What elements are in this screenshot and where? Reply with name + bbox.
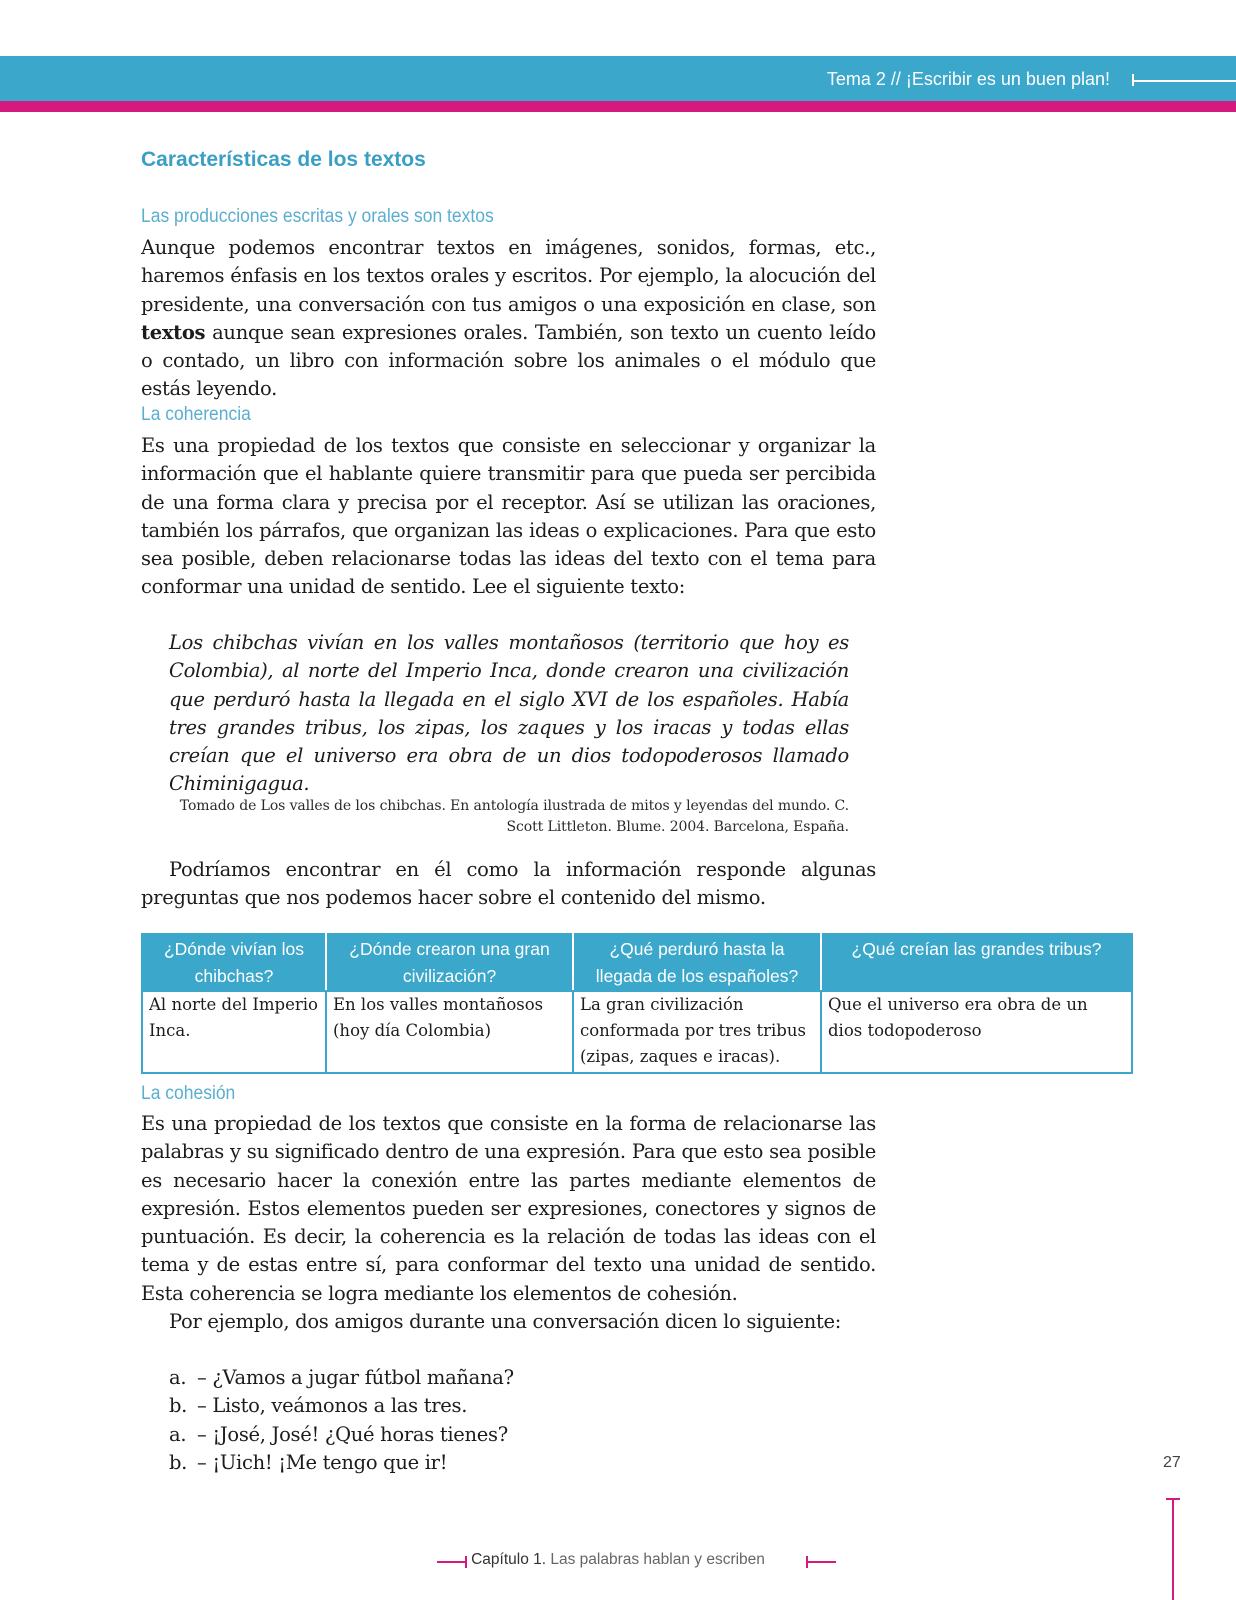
- table-header-cell: ¿Qué creían las grandes tribus?: [821, 934, 1132, 991]
- table-header-row: [142, 934, 1132, 991]
- list-item-text: – ¡Uich! ¡Me tengo que ir!: [197, 1450, 448, 1474]
- paragraph-producciones-text-2: aunque sean expresiones orales. También, son texto un cuento leído o contado, un libro con información sobre los animales o el módulo que estás leyendo.: [141, 320, 876, 401]
- dialogue-list: [169, 1364, 514, 1477]
- list-item-letter: b.: [169, 1450, 188, 1474]
- table-header-cell: ¿Dónde crearon una gran civilización?: [326, 934, 573, 991]
- list-item: [169, 1392, 514, 1420]
- table-header-cell: ¿Qué perduró hasta la llegada de los españoles?: [573, 934, 821, 991]
- list-item: [169, 1421, 514, 1449]
- list-item-text: – ¡José, José! ¿Qué horas tienes?: [197, 1422, 508, 1446]
- quote-source: Tomado de Los valles de los chibchas. En antología ilustrada de mitos y leyendas del mundo. C. Scott Littleton. Blume. 2004. Barcelona, España.: [179, 798, 849, 835]
- paragraph-coherencia: Es una propiedad de los textos que consiste en seleccionar y organizar la información que el hablante quiere transmitir para que pueda ser percibida de una forma clara y precisa por el receptor. Así se utilizan las oraciones, también los párrafos, que organizan las ideas o explicaciones. Para que esto sea posible, deben relacionarse todas las ideas del texto con el tema para conformar una unidad de sentido. Lee el siguiente texto:: [141, 434, 876, 599]
- page-number: 27: [1163, 1454, 1181, 1471]
- paragraph-example-intro: Por ejemplo, dos amigos durante una conversación dicen lo siguiente:: [169, 1310, 842, 1333]
- header-accent-stripe: [0, 101, 1236, 112]
- list-item-text: – ¿Vamos a jugar fútbol mañana?: [197, 1366, 514, 1389]
- table-cell: En los valles montañosos (hoy día Colombia): [326, 991, 573, 1073]
- list-item: [169, 1449, 514, 1477]
- quote-chibchas: Los chibchas vivían en los valles montañosos (territorio que hoy es Colombia), al norte del Imperio Inca, donde crearon una civilización que perduró hasta la llegada en el siglo XVI de los españoles. Había tres grandes tribus, los zipas, los zaques y los iracas y todas ellas creían que el universo era obra de un dios todopoderosos llamado Chiminigagua.: [169, 631, 849, 796]
- list-item-letter: a.: [169, 1366, 187, 1389]
- paragraph-intro-table: Podríamos encontrar en él como la información responde algunas preguntas que nos podemos hacer sobre el contenido del mismo.: [141, 858, 876, 910]
- right-rule: [1172, 1498, 1174, 1600]
- table-header-cell: ¿Dónde vivían los chibchas?: [142, 934, 326, 991]
- table-cell: Que el universo era obra de un dios todopoderoso: [821, 991, 1132, 1073]
- section-title: Características de los textos: [141, 148, 426, 171]
- list-item-text: – Listo, veámonos a las tres.: [197, 1394, 468, 1418]
- paragraph-producciones: [141, 234, 876, 404]
- footer-chapter-word: Capítulo 1.: [471, 1551, 547, 1568]
- list-item: [169, 1364, 514, 1392]
- table-row: [142, 991, 1132, 1073]
- table-cell: Al norte del Imperio Inca.: [142, 991, 326, 1073]
- subheading-coherencia: La coherencia: [141, 404, 251, 425]
- paragraph-producciones-text-1: Aunque podemos encontrar textos en imágenes, sonidos, formas, etc., haremos énfasis en los textos orales y escritos. Por ejemplo, la alocución del presidente, una conversación con tus amigos o una exposición en clase, son: [141, 236, 876, 316]
- qa-table: [141, 933, 1133, 1074]
- footer-chapter-name: Las palabras hablan y escriben: [550, 1551, 765, 1568]
- paragraph-cohesion: Es una propiedad de los textos que consiste en la forma de relacionarse las palabras y su significado dentro de una expresión. Para que esto sea posible es necesario hacer la conexión entre las partes mediante elementos de expresión. Estos elementos pueden ser expresiones, conectores y signos de puntuación. Es decir, la coherencia es la relación de todas las ideas con el tema y de estas entre sí, para conformar del texto una unidad de sentido. Esta coherencia se logra mediante los elementos de cohesión.: [141, 1112, 876, 1305]
- subheading-producciones: Las producciones escritas y orales son textos: [141, 206, 494, 227]
- table-cell: La gran civilización conformada por tres tribus (zipas, zaques e iracas).: [573, 991, 821, 1073]
- subheading-cohesion: La cohesión: [141, 1083, 236, 1104]
- bold-textos: textos: [141, 320, 206, 344]
- list-item-letter: b.: [169, 1394, 188, 1418]
- header-title: Tema 2 // ¡Escribir es un buen plan!: [826, 69, 1110, 89]
- footer-rule-right: [806, 1561, 836, 1563]
- header-rule: [1132, 80, 1236, 82]
- list-item-letter: a.: [169, 1422, 187, 1446]
- footer: [0, 1551, 1236, 1569]
